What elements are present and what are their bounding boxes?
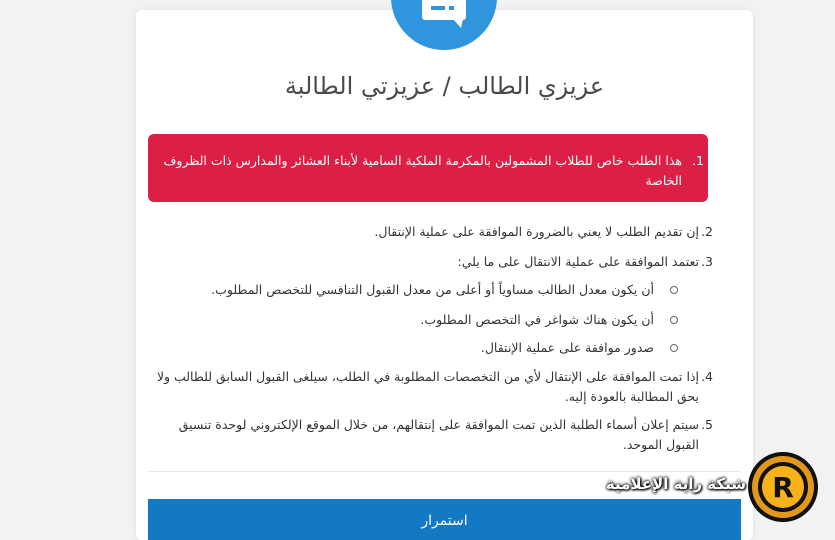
- list-item: [150, 367, 713, 407]
- bullet-icon: [670, 286, 678, 294]
- condition-text: أن يكون هناك شواغر في التخصص المطلوب.: [420, 312, 654, 327]
- continue-button[interactable]: استمرار: [148, 499, 741, 540]
- watermark: [596, 451, 830, 523]
- logo-letter: R: [772, 471, 794, 504]
- item-number: 2.: [701, 224, 713, 239]
- bullet-icon: [670, 344, 678, 352]
- alert-banner: [148, 134, 708, 202]
- page-title: عزيزي الطالب / عزيزتي الطالبة: [284, 72, 605, 100]
- condition-text: صدور موافقة على عملية الإنتقال.: [480, 340, 654, 355]
- condition-item: [481, 338, 678, 358]
- watermark-text: شبكة راية الإعلامية: [605, 475, 746, 493]
- item-number: 3.: [701, 254, 713, 269]
- list-item: [146, 222, 713, 242]
- item-text: إذا تمت الموافقة على الإنتقال لأي من التخصصات المطلوبة في الطلب، سيلغى القبول السابق للطالب ولا يحق المطالبة بالعودة إليه.: [156, 369, 699, 404]
- item-text: إن تقديم الطلب لا يعني بالضرورة الموافقة على عملية الإنتقال.: [374, 224, 699, 239]
- item-text: تعتمد الموافقة على عملية الانتقال على ما يلي:: [457, 254, 699, 269]
- alert-text: هذا الطلب خاص للطلاب المشمولين بالمكرمة الملكية السامية لأبناء العشائر والمدارس ذات الظروف الخاصة: [163, 153, 682, 188]
- list-item: [154, 415, 713, 455]
- item-text: سيتم إعلان أسماء الطلبة الذين تمت الموافقة على إنتقالهم، من خلال الموقع الإلكتروني لوحدة تنسيق القبول الموحد.: [178, 417, 699, 452]
- condition-item: [211, 280, 678, 300]
- item-number: 4.: [701, 369, 713, 384]
- bullet-icon: [670, 316, 678, 324]
- list-item: [146, 252, 713, 272]
- chat-icon: [391, 0, 497, 50]
- alert-number: 1.: [692, 153, 704, 168]
- item-number: 5.: [701, 417, 713, 432]
- condition-item: [420, 310, 678, 330]
- condition-text: أن يكون معدل الطالب مساوياً أو أعلى من معدل القبول التنافسي للتخصص المطلوب.: [211, 282, 654, 297]
- logo-icon: [747, 451, 819, 523]
